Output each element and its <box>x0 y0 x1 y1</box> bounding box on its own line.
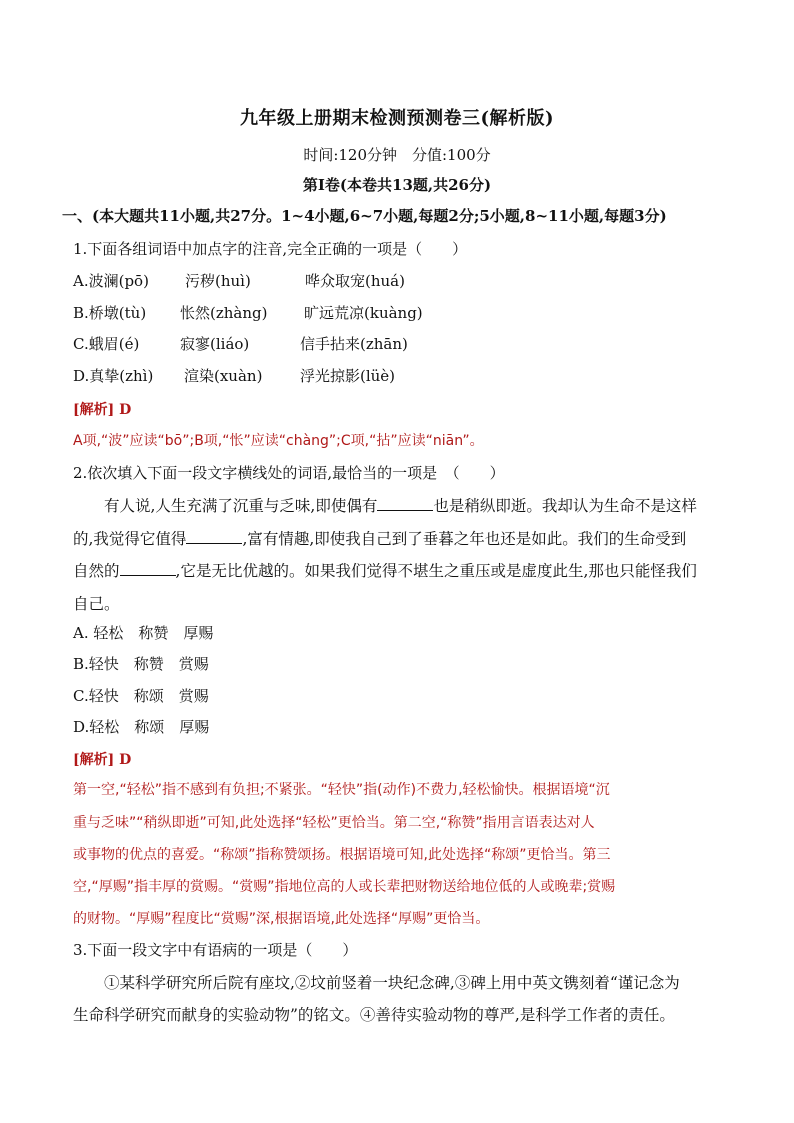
volume-heading: 第Ⅰ卷(本卷共13题,共26分) <box>302 176 492 194</box>
option-text: 哗众取宠(huá) <box>305 272 405 290</box>
passage-text: ,富有情趣,即使我自己到了垂暮之年也还是如此。我们的生命受到 <box>242 530 687 548</box>
option-text: D.真挚(zhì) <box>73 367 154 385</box>
question-2-passage-line <box>73 527 686 549</box>
option-text: 怅然(zhàng) <box>180 304 268 322</box>
question-2-explanation-line: 或事物的优点的喜爱。“称颂”指称赞颂扬。根据语境可知,此处选择“称颂”更恰当。第三 <box>73 847 611 863</box>
question-2-option-d: D.轻松 称颂 厚赐 <box>73 718 210 736</box>
question-1-stem: 1.下面各组词语中加点字的注音,完全正确的一项是（ ） <box>73 240 468 258</box>
page-title: 九年级上册期末检测预测卷三(解析版) <box>239 108 555 129</box>
question-3-passage-line: 生命科学研究而献身的实验动物”的铭文。④善待实验动物的尊严,是科学工作者的责任。 <box>73 1006 675 1024</box>
question-2-passage-line <box>73 559 697 581</box>
option-text: 浮光掠影(lüè) <box>300 367 396 385</box>
option-text: 寂寥(liáo) <box>180 335 250 353</box>
option-text: C.蛾眉(é) <box>73 335 140 353</box>
question-2-option-c: C.轻快 称颂 赏赐 <box>73 687 209 705</box>
question-2-stem: 2.依次填入下面一段文字横线处的词语,最恰当的一项是 （ ） <box>73 464 505 482</box>
question-1-option-b <box>73 302 423 323</box>
passage-text: ,它是无比优越的。如果我们觉得不堪生之重压或是虚度此生,那也只能怪我们 <box>175 562 697 580</box>
fill-blank-3 <box>120 574 176 576</box>
option-text: 信手拈来(zhān) <box>300 335 408 353</box>
exam-meta: 时间:120分钟 分值:100分 <box>303 146 491 164</box>
passage-text: 也是稍纵即逝。我却认为生命不是这样 <box>433 497 697 515</box>
passage-text: 有人说,人生充满了沉重与乏味,即使偶有 <box>104 497 378 515</box>
option-text: 旷远荒凉(kuàng) <box>304 304 423 322</box>
question-1-option-d <box>73 365 395 386</box>
question-1-option-a <box>73 270 405 291</box>
passage-text: 的,我觉得它值得 <box>73 530 187 548</box>
question-1-answer: [解析] D <box>73 402 132 418</box>
option-text: 渲染(xuàn) <box>184 367 263 385</box>
question-2-answer: [解析] D <box>73 752 132 768</box>
section-heading: 一、(本大题共11小题,共27分。1~4小题,6~7小题,每题2分;5小题,8~11小题,每题3分) <box>62 207 667 225</box>
option-text: B.桥墩(tù) <box>73 304 147 322</box>
question-2-passage-line <box>73 592 120 614</box>
question-2-passage-line <box>104 494 697 516</box>
option-text: A.波澜(pō) <box>73 272 149 290</box>
question-3-stem: 3.下面一段文字中有语病的一项是（ ） <box>73 941 358 959</box>
fill-blank-2 <box>186 542 242 544</box>
question-2-explanation-line: 的财物。“厚赐”程度比“赏赐”深,根据语境,此处选择“厚赐”更恰当。 <box>73 911 490 927</box>
option-text: 污秽(huì) <box>185 272 251 290</box>
fill-blank-1 <box>377 509 433 511</box>
question-1-option-c <box>73 333 408 354</box>
question-2-option-b: B.轻快 称赞 赏赐 <box>73 655 209 673</box>
question-1-explanation: A项,“波”应读“bō”;B项,“怅”应读“chàng”;C项,“拈”应读“niān”。 <box>73 433 484 449</box>
question-2-option-a: A. 轻松 称赞 厚赐 <box>73 624 214 642</box>
question-3-passage-line: ①某科学研究所后院有座坟,②坟前竖着一块纪念碑,③碑上用中英文镌刻着“谨记念为 <box>104 974 680 992</box>
question-2-explanation-line: 空,“厚赐”指丰厚的赏赐。“赏赐”指地位高的人或长辈把财物送给地位低的人或晚辈;赏赐 <box>73 879 616 895</box>
question-2-explanation-line: 第一空,“轻松”指不感到有负担;不紧张。“轻快”指(动作)不费力,轻松愉快。根据语境“沉 <box>73 782 610 798</box>
question-2-explanation-line: 重与乏味”“稍纵即逝”可知,此处选择“轻松”更恰当。第二空,“称赞”指用言语表达对人 <box>73 815 595 831</box>
passage-text: 自然的 <box>73 562 120 580</box>
passage-text: 自己。 <box>73 595 120 613</box>
